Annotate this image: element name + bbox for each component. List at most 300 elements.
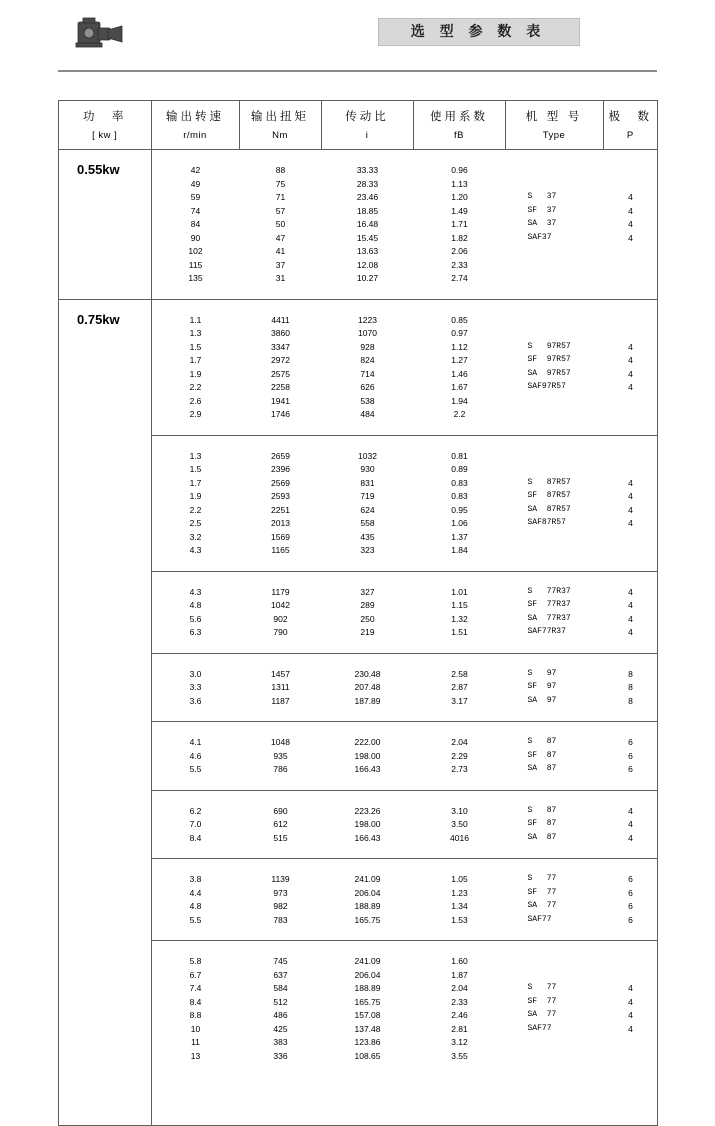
spacer-cell xyxy=(322,845,414,859)
ratio-value: 123.86 xyxy=(354,1037,381,1047)
type-value xyxy=(506,968,604,982)
table-row xyxy=(152,585,658,599)
service-factor-value: 1.15 xyxy=(451,600,468,610)
ratio-value: 241.09 xyxy=(354,874,381,884)
torque-value: 2659 xyxy=(271,450,290,461)
speed-value: 8.4 xyxy=(189,832,202,843)
speed-value: 1.7 xyxy=(189,355,202,365)
pole-value xyxy=(604,394,658,408)
col-header-poles-en: P xyxy=(626,130,634,141)
block-spacer xyxy=(152,845,658,859)
block-spacer xyxy=(152,557,658,571)
table-row xyxy=(152,1009,658,1023)
type-value xyxy=(506,258,604,272)
spacer-cell xyxy=(152,557,240,571)
spacer-cell xyxy=(152,1076,240,1125)
spacer-cell xyxy=(322,790,414,804)
pole-value: 4 xyxy=(628,1023,633,1034)
spacer-cell xyxy=(322,300,414,314)
spacer-cell xyxy=(506,571,604,585)
torque-value: 50 xyxy=(275,219,286,229)
col-header-speed-unit: r/min xyxy=(183,130,207,141)
speed-value: 49 xyxy=(190,178,201,189)
service-factor-value: 2.06 xyxy=(451,246,468,256)
spec-table xyxy=(59,101,657,1125)
spacer-cell xyxy=(506,927,604,941)
torque-value: 512 xyxy=(273,996,288,1007)
pole-value xyxy=(604,1049,658,1063)
torque-value: 425 xyxy=(273,1023,288,1034)
speed-value: 2.2 xyxy=(189,382,202,392)
service-factor-value: 1.06 xyxy=(451,518,468,528)
spacer-cell xyxy=(414,639,506,653)
spacer-cell xyxy=(414,776,506,790)
ratio-value: 928 xyxy=(360,341,375,352)
pole-value xyxy=(604,258,658,272)
page-title: 选 型 参 数 表 xyxy=(410,24,546,40)
service-factor-value: 4016 xyxy=(450,832,469,843)
service-factor-value: 0.97 xyxy=(451,328,468,338)
spacer-cell xyxy=(240,722,322,736)
type-value: SF 77 xyxy=(527,996,557,1006)
pole-value: 4 xyxy=(628,518,633,528)
pole-value xyxy=(604,408,658,422)
torque-value: 1042 xyxy=(271,600,290,610)
speed-value: 6.3 xyxy=(189,627,202,637)
type-value xyxy=(506,530,604,544)
ratio-value: 13.63 xyxy=(356,246,379,256)
spacer-cell xyxy=(604,285,658,299)
ratio-value: 206.04 xyxy=(354,969,381,980)
speed-value: 4.3 xyxy=(189,545,202,555)
spacer-cell xyxy=(414,1076,506,1125)
ratio-value: 538 xyxy=(360,395,375,406)
type-value: SA 97R57 xyxy=(527,368,571,378)
service-factor-value: 1.23 xyxy=(451,887,468,898)
spacer-cell xyxy=(604,845,658,859)
service-factor-value: 1.94 xyxy=(451,395,468,406)
table-row xyxy=(152,517,658,531)
spacer-cell xyxy=(506,722,604,736)
spacer-cell xyxy=(322,639,414,653)
ratio-value: 108.65 xyxy=(354,1050,381,1061)
gear-motor-logo xyxy=(70,16,128,54)
service-factor-value: 2.81 xyxy=(451,1023,468,1034)
type-value: SA 77R37 xyxy=(527,613,571,623)
service-factor-value: 1.05 xyxy=(451,874,468,884)
speed-value: 3.0 xyxy=(189,668,202,679)
col-header-type xyxy=(505,101,603,150)
service-factor-value: 1.37 xyxy=(451,531,468,542)
speed-value: 7.4 xyxy=(189,983,202,993)
type-value: SAF77R37 xyxy=(527,627,566,636)
spacer-cell xyxy=(414,557,506,571)
spacer-cell xyxy=(322,571,414,585)
pole-value xyxy=(604,463,658,477)
service-factor-value: 1.01 xyxy=(451,586,468,597)
col-header-power-unit: [ kw ] xyxy=(92,130,118,141)
block-spacer xyxy=(152,653,658,667)
spacer-cell xyxy=(240,557,322,571)
type-value: SAF37 xyxy=(527,232,552,242)
type-value: SF 97R57 xyxy=(527,355,571,364)
speed-value: 4.8 xyxy=(189,901,202,911)
ratio-value: 33.33 xyxy=(356,165,379,175)
spacer-cell xyxy=(604,790,658,804)
pole-value: 6 xyxy=(628,737,633,747)
spacer-cell xyxy=(152,941,240,955)
pole-value: 4 xyxy=(628,805,633,816)
torque-value: 71 xyxy=(275,192,286,202)
ratio-value: 207.48 xyxy=(354,682,381,692)
type-value: SF 87 xyxy=(527,819,557,828)
section-inner-table xyxy=(152,150,658,299)
spacer-cell xyxy=(240,285,322,299)
power-label: 0.75kw xyxy=(59,299,151,1125)
torque-value: 1941 xyxy=(271,395,290,406)
ratio-value: 223.26 xyxy=(354,805,381,816)
torque-value: 2013 xyxy=(271,518,290,528)
col-header-type-en: Type xyxy=(542,130,566,141)
pole-value: 4 xyxy=(628,477,633,488)
pole-value xyxy=(604,544,658,558)
torque-value: 2569 xyxy=(271,477,290,488)
type-value: S 87R57 xyxy=(527,477,571,487)
spacer-cell xyxy=(604,859,658,873)
ratio-value: 18.85 xyxy=(356,205,379,216)
speed-value: 4.6 xyxy=(189,750,202,761)
ratio-value: 206.04 xyxy=(354,887,381,898)
spacer-cell xyxy=(240,708,322,722)
pole-value xyxy=(604,177,658,191)
table-row xyxy=(152,968,658,982)
ratio-value: 484 xyxy=(360,409,375,419)
torque-value: 790 xyxy=(273,627,288,637)
spacer-cell xyxy=(506,845,604,859)
service-factor-value: 1.82 xyxy=(451,232,468,243)
spacer-cell xyxy=(604,639,658,653)
pole-value: 4 xyxy=(628,491,633,501)
torque-value: 3347 xyxy=(271,341,290,352)
spacer-cell xyxy=(414,300,506,314)
table-row xyxy=(152,612,658,626)
col-header-power-cn: 功 率 xyxy=(83,109,127,123)
type-value xyxy=(506,463,604,477)
table-row xyxy=(152,544,658,558)
spacer-cell xyxy=(506,653,604,667)
service-factor-value: 0.95 xyxy=(451,504,468,515)
service-factor-value: 1.51 xyxy=(451,627,468,637)
speed-value: 3.3 xyxy=(189,682,202,692)
torque-value: 486 xyxy=(273,1010,288,1020)
pole-value: 4 xyxy=(628,368,633,379)
torque-value: 2251 xyxy=(271,504,290,515)
speed-value: 1.3 xyxy=(189,450,202,461)
table-row xyxy=(152,476,658,490)
type-value xyxy=(506,164,604,178)
table-row xyxy=(152,804,658,818)
service-factor-value: 1.87 xyxy=(451,969,468,980)
ratio-value: 198.00 xyxy=(354,750,381,761)
ratio-value: 1032 xyxy=(358,450,377,461)
pole-value: 4 xyxy=(628,627,633,637)
spacer-cell xyxy=(414,790,506,804)
torque-value: 88 xyxy=(275,165,286,175)
spacer-cell xyxy=(152,927,240,941)
table-row xyxy=(152,258,658,272)
table-row xyxy=(152,818,658,832)
table-row xyxy=(152,982,658,996)
service-factor-value: 2.04 xyxy=(451,737,468,747)
torque-value: 1139 xyxy=(271,874,290,884)
speed-value: 13 xyxy=(190,1050,201,1061)
spacer-cell xyxy=(604,653,658,667)
speed-value: 90 xyxy=(190,232,201,243)
type-value: S 97 xyxy=(527,668,557,678)
torque-value: 383 xyxy=(273,1037,288,1047)
spacer-cell xyxy=(414,571,506,585)
spacer-cell xyxy=(322,1076,414,1125)
spacer-cell xyxy=(604,1076,658,1125)
ratio-value: 831 xyxy=(360,477,375,488)
spacer-cell xyxy=(506,421,604,435)
table-row xyxy=(152,177,658,191)
table-row xyxy=(152,1049,658,1063)
speed-value: 5.6 xyxy=(189,613,202,624)
torque-value: 935 xyxy=(273,750,288,761)
speed-value: 2.9 xyxy=(189,409,202,419)
type-value: SF 97 xyxy=(527,682,557,691)
service-factor-value: 0.89 xyxy=(451,464,468,474)
spacer-cell xyxy=(152,435,240,449)
spacer-cell xyxy=(152,639,240,653)
table-row xyxy=(152,381,658,395)
service-factor-value: 2.74 xyxy=(451,273,468,283)
spacer-cell xyxy=(240,571,322,585)
type-value: S 77R37 xyxy=(527,586,571,596)
pole-value xyxy=(604,449,658,463)
torque-value: 37 xyxy=(275,259,286,270)
ratio-value: 250 xyxy=(360,613,375,624)
block-spacer xyxy=(152,859,658,873)
spacer-cell xyxy=(506,1076,604,1125)
spacer-cell xyxy=(152,421,240,435)
type-value: SF 37 xyxy=(527,205,557,215)
spacer-cell xyxy=(152,859,240,873)
speed-value: 74 xyxy=(190,205,201,216)
service-factor-value: 0.81 xyxy=(451,450,468,461)
table-row xyxy=(152,367,658,381)
speed-value: 3.2 xyxy=(189,531,202,542)
type-value: SF 77 xyxy=(527,887,557,897)
type-value xyxy=(506,1049,604,1063)
service-factor-value: 3.55 xyxy=(451,1050,468,1061)
torque-value: 41 xyxy=(275,246,286,256)
service-factor-value: 1.71 xyxy=(451,219,468,229)
torque-value: 982 xyxy=(273,901,288,911)
type-value: SA 97 xyxy=(527,695,557,705)
ratio-value: 323 xyxy=(360,545,375,555)
type-value: SF 87 xyxy=(527,750,557,760)
pole-value: 4 xyxy=(628,232,633,243)
ratio-value: 16.48 xyxy=(356,219,379,229)
spacer-cell xyxy=(240,927,322,941)
table-row xyxy=(152,204,658,218)
torque-value: 1179 xyxy=(271,586,290,597)
torque-value: 2575 xyxy=(271,368,290,379)
col-header-type-cn: 机 型 号 xyxy=(525,109,583,123)
spacer-cell xyxy=(414,927,506,941)
ratio-value: 12.08 xyxy=(356,259,379,270)
spacer-cell xyxy=(604,776,658,790)
type-value xyxy=(506,394,604,408)
speed-value: 1.1 xyxy=(189,314,202,325)
pole-value xyxy=(604,530,658,544)
torque-value: 1457 xyxy=(271,668,290,679)
table-row xyxy=(152,340,658,354)
service-factor-value: 1.27 xyxy=(451,355,468,365)
spacer-cell xyxy=(152,653,240,667)
spacer-cell xyxy=(322,859,414,873)
spacer-cell xyxy=(240,150,322,164)
service-factor-value: 2.73 xyxy=(451,764,468,774)
spacer-cell xyxy=(604,557,658,571)
service-factor-value: 3.10 xyxy=(451,805,468,816)
pole-value: 4 xyxy=(628,586,633,597)
ratio-value: 327 xyxy=(360,586,375,597)
service-factor-value: 0.83 xyxy=(451,491,468,501)
power-label: 0.55kw xyxy=(59,150,151,300)
service-factor-value: 2.33 xyxy=(451,996,468,1007)
spacer-cell xyxy=(506,776,604,790)
spacer-cell xyxy=(506,790,604,804)
speed-value: 8.4 xyxy=(189,996,202,1007)
spacer-cell xyxy=(322,941,414,955)
col-header-ratio xyxy=(321,101,413,150)
spacer-cell xyxy=(604,927,658,941)
ratio-value: 930 xyxy=(360,464,375,474)
pole-value: 4 xyxy=(628,382,633,392)
ratio-value: 15.45 xyxy=(356,232,379,243)
pole-value: 6 xyxy=(628,901,633,911)
ratio-value: 157.08 xyxy=(354,1010,381,1020)
service-factor-value: 2.46 xyxy=(451,1010,468,1020)
spacer-cell xyxy=(322,435,414,449)
block-spacer xyxy=(152,776,658,790)
speed-value: 2.6 xyxy=(189,395,202,406)
block-spacer xyxy=(152,941,658,955)
type-value xyxy=(506,449,604,463)
service-factor-value: 1.46 xyxy=(451,368,468,379)
pole-value xyxy=(604,164,658,178)
speed-value: 1.9 xyxy=(189,491,202,501)
spacer-cell xyxy=(322,653,414,667)
service-factor-value: 2.04 xyxy=(451,983,468,993)
torque-value: 637 xyxy=(273,969,288,980)
pole-value: 6 xyxy=(628,887,633,898)
type-value: SF 87R57 xyxy=(527,491,571,500)
col-header-speed xyxy=(151,101,239,150)
torque-value: 783 xyxy=(273,914,288,925)
table-row xyxy=(152,463,658,477)
block-spacer xyxy=(152,722,658,736)
pole-value xyxy=(604,968,658,982)
block-spacer xyxy=(152,421,658,435)
block-spacer xyxy=(152,150,658,164)
block-spacer xyxy=(152,300,658,314)
pole-value: 4 xyxy=(628,341,633,352)
table-row xyxy=(152,313,658,327)
pole-value xyxy=(604,313,658,327)
page-header xyxy=(58,0,657,72)
speed-value: 5.8 xyxy=(189,956,202,966)
pole-value: 8 xyxy=(628,695,633,706)
torque-value: 2972 xyxy=(271,355,290,365)
table-row xyxy=(152,245,658,259)
spacer-cell xyxy=(322,927,414,941)
spacer-cell xyxy=(152,285,240,299)
spacer-cell xyxy=(604,708,658,722)
pole-value xyxy=(604,327,658,341)
col-header-sf-cn: 使用系数 xyxy=(430,109,488,123)
type-value: S 77 xyxy=(527,983,557,992)
table-row xyxy=(152,831,658,845)
spacer-cell xyxy=(604,722,658,736)
spacer-cell xyxy=(506,639,604,653)
service-factor-value: 1.12 xyxy=(451,341,468,352)
service-factor-value: 2.87 xyxy=(451,682,468,692)
speed-value: 2.5 xyxy=(189,518,202,528)
speed-value: 8.8 xyxy=(189,1010,202,1020)
pole-value: 6 xyxy=(628,764,633,774)
block-spacer xyxy=(152,435,658,449)
speed-value: 1.3 xyxy=(189,328,202,338)
type-value: SAF97R57 xyxy=(527,382,566,391)
ratio-value: 137.48 xyxy=(354,1023,381,1034)
ratio-value: 165.75 xyxy=(354,914,381,925)
type-value: S 37 xyxy=(527,192,557,201)
power-section-blocks xyxy=(151,150,657,300)
table-row xyxy=(152,490,658,504)
spacer-cell xyxy=(322,285,414,299)
spacer-cell xyxy=(240,300,322,314)
spacer-cell xyxy=(152,722,240,736)
block-spacer xyxy=(152,1063,658,1077)
ratio-value: 188.89 xyxy=(354,983,381,993)
spacer-cell xyxy=(240,653,322,667)
table-row xyxy=(152,873,658,887)
pole-value: 4 xyxy=(628,355,633,365)
table-row xyxy=(152,408,658,422)
ratio-value: 558 xyxy=(360,518,375,528)
speed-value: 1.7 xyxy=(189,477,202,488)
torque-value: 1746 xyxy=(271,409,290,419)
ratio-value: 230.48 xyxy=(354,668,381,679)
speed-value: 135 xyxy=(188,273,203,283)
spacer-cell xyxy=(414,708,506,722)
pole-value: 4 xyxy=(628,504,633,515)
table-row xyxy=(152,599,658,613)
service-factor-value: 1.60 xyxy=(451,956,468,966)
ratio-value: 165.75 xyxy=(354,996,381,1007)
ratio-value: 1223 xyxy=(358,314,377,325)
torque-value: 786 xyxy=(273,764,288,774)
service-factor-value: 3.12 xyxy=(451,1037,468,1047)
spacer-cell xyxy=(240,1063,322,1077)
pole-value: 4 xyxy=(628,600,633,610)
torque-value: 4411 xyxy=(271,314,290,325)
pole-value: 4 xyxy=(628,983,633,993)
